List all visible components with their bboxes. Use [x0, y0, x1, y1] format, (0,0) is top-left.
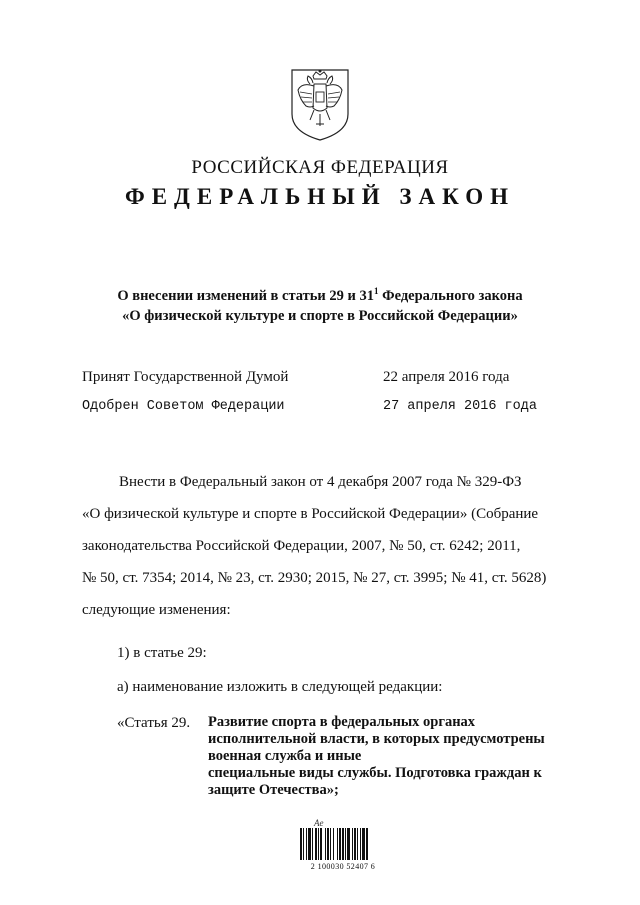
- barcode-bar: [366, 828, 368, 860]
- article-heading-line: специальные виды службы. Подготовка граждан к: [208, 765, 542, 781]
- barcode-bar: [308, 828, 311, 860]
- article-heading-line: исполнительной власти, в которых предусмотрены: [208, 731, 545, 747]
- barcode-bar: [337, 828, 338, 860]
- adoption-date-council: 27 апреля 2016 года: [383, 399, 537, 414]
- superscript: 1: [374, 286, 379, 296]
- law-title-line-1: О внесении изменений в статьи 29 и $31^1$ Федерального закона: [117, 286, 523, 304]
- article-label: «Статья 29.: [117, 715, 191, 731]
- barcode-bar: [352, 828, 353, 860]
- article-heading: [208, 714, 568, 799]
- coat-of-arms-icon: [286, 64, 354, 142]
- barcode-bar: [362, 828, 365, 860]
- country-name: РОССИЙСКАЯ ФЕДЕРАЦИЯ: [191, 157, 449, 178]
- barcode: [296, 818, 390, 872]
- adoption-label-council: Одобрен Советом Федерации: [82, 399, 285, 414]
- law-title: [60, 281, 580, 326]
- item-a: а) наименование изложить в следующей редакции:: [117, 679, 443, 695]
- barcode-bar: [303, 828, 304, 860]
- barcode-number: 2 100030 52407 6: [310, 862, 376, 871]
- barcode-bar: [354, 828, 356, 860]
- document-type: ФЕДЕРАЛЬНЫЙ ЗАКОН: [124, 184, 516, 209]
- paragraph-line: «О физической культуре и спорте в Российской Федерации» (Собрание: [82, 506, 539, 522]
- barcode-bar: [327, 828, 329, 860]
- paragraph-line: законодательства Российской Федерации, 2007, № 50, ст. 6242; 2011,: [82, 538, 521, 554]
- barcode-bars: [300, 828, 386, 860]
- barcode-bar: [320, 828, 322, 860]
- barcode-bar: [315, 828, 317, 860]
- item-1: 1) в статье 29:: [117, 645, 207, 661]
- barcode-bar: [306, 828, 307, 860]
- paragraph-line: Внести в Федеральный закон от 4 декабря 2007 года № 329-ФЗ: [119, 474, 522, 490]
- barcode-bar: [360, 828, 361, 860]
- barcode-bar: [333, 828, 334, 860]
- paragraph-line: следующие изменения:: [82, 602, 231, 618]
- paragraph-line: № 50, ст. 7354; 2014, № 23, ст. 2930; 2015, № 27, ст. 3995; № 41, ст. 5628): [82, 570, 547, 586]
- barcode-bar: [345, 828, 346, 860]
- barcode-bar: [318, 828, 319, 860]
- adoption-date-duma: 22 апреля 2016 года: [383, 369, 510, 385]
- intro-paragraph: [82, 466, 566, 626]
- law-title-line-2: «О физической культуре и спорте в Российской Федерации»: [122, 307, 518, 324]
- article-heading-line: защите Отечества»;: [208, 782, 339, 798]
- barcode-bar: [300, 828, 302, 860]
- barcode-bar: [312, 828, 313, 860]
- barcode-mark: Ae: [314, 818, 324, 828]
- article-heading-line: военная служба и иные: [208, 748, 362, 764]
- barcode-bar: [325, 828, 326, 860]
- barcode-bar: [342, 828, 344, 860]
- barcode-bar: [339, 828, 341, 860]
- barcode-bar: [347, 828, 350, 860]
- article-heading-line: Развитие спорта в федеральных органах: [208, 714, 476, 730]
- barcode-bar: [357, 828, 358, 860]
- adoption-label-duma: Принят Государственной Думой: [82, 369, 289, 385]
- barcode-bar: [330, 828, 331, 860]
